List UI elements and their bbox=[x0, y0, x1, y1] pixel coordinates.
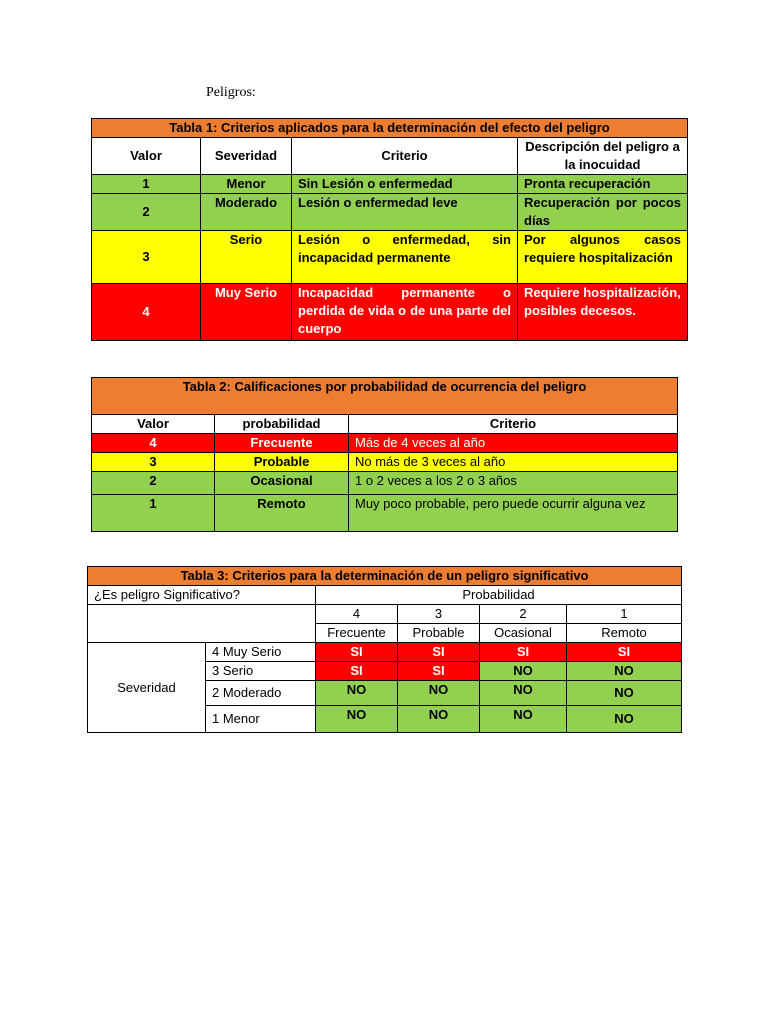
table2-cell-probabilidad: Probable bbox=[215, 453, 349, 472]
table1-cell-severidad: Menor bbox=[201, 175, 292, 194]
table1-header-criterio: Criterio bbox=[292, 138, 518, 175]
table2-cell-probabilidad: Ocasional bbox=[215, 472, 349, 495]
table-row bbox=[92, 495, 678, 532]
table1-cell-severidad: Muy Serio bbox=[201, 284, 292, 341]
table1-header-valor: Valor bbox=[92, 138, 201, 175]
table2-cell-criterio: Más de 4 veces al año bbox=[349, 434, 678, 453]
table3-title: Tabla 3: Criterios para la determinación de un peligro significativo bbox=[88, 567, 682, 586]
table3-cell: SI bbox=[398, 643, 480, 662]
table-row bbox=[92, 434, 678, 453]
table1-header-descripcion: Descripción del peligro a la inocuidad bbox=[518, 138, 688, 175]
table1-cell-descripcion: Por algunos casos requiere hospitalización bbox=[518, 231, 688, 284]
table-row bbox=[92, 231, 688, 284]
table-row bbox=[92, 453, 678, 472]
table2-cell-probabilidad: Remoto bbox=[215, 495, 349, 532]
table1-cell-severidad: Moderado bbox=[201, 194, 292, 231]
table3-cell: NO bbox=[480, 681, 567, 706]
table3-cell: SI bbox=[398, 662, 480, 681]
table1-cell-valor: 2 bbox=[92, 194, 201, 231]
table1-cell-descripcion: Recuperación por pocos días bbox=[518, 194, 688, 231]
table3-cell: NO bbox=[567, 662, 682, 681]
table3-prob-name: Probable bbox=[398, 624, 480, 643]
table2-cell-valor: 3 bbox=[92, 453, 215, 472]
table2-header-probabilidad: probabilidad bbox=[215, 415, 349, 434]
table2-cell-valor: 4 bbox=[92, 434, 215, 453]
table3-prob-name: Remoto bbox=[567, 624, 682, 643]
table1-title: Tabla 1: Criterios aplicados para la determinación del efecto del peligro bbox=[92, 119, 688, 138]
table-probability-criteria bbox=[91, 377, 678, 532]
table-row bbox=[92, 472, 678, 495]
table3-question: ¿Es peligro Significativo? bbox=[88, 586, 316, 605]
table3-prob-value: 1 bbox=[567, 605, 682, 624]
table1-header-severidad: Severidad bbox=[201, 138, 292, 175]
table3-cell: NO bbox=[316, 706, 398, 733]
table3-cell: NO bbox=[480, 706, 567, 733]
table-row bbox=[92, 175, 688, 194]
table3-cell: NO bbox=[398, 706, 480, 733]
table-row bbox=[88, 643, 682, 662]
table1-cell-criterio: Lesión o enfermedad leve bbox=[292, 194, 518, 231]
table3-row-label: 2 Moderado bbox=[206, 681, 316, 706]
table1-cell-valor: 4 bbox=[92, 284, 201, 341]
table3-cell: NO bbox=[480, 662, 567, 681]
table1-cell-criterio: Lesión o enfermedad, sin incapacidad permanente bbox=[292, 231, 518, 284]
table2-cell-criterio: 1 o 2 veces a los 2 o 3 años bbox=[349, 472, 678, 495]
section-heading: Peligros: bbox=[206, 85, 256, 100]
table3-prob-value: 3 bbox=[398, 605, 480, 624]
table3-prob-label: Probabilidad bbox=[316, 586, 682, 605]
table2-header-valor: Valor bbox=[92, 415, 215, 434]
table1-cell-descripcion: Requiere hospitalización, posibles decesos. bbox=[518, 284, 688, 341]
table2-cell-probabilidad: Frecuente bbox=[215, 434, 349, 453]
table3-prob-name: Ocasional bbox=[480, 624, 567, 643]
table2-cell-criterio: Muy poco probable, pero puede ocurrir alguna vez bbox=[349, 495, 678, 532]
table3-cell: NO bbox=[567, 706, 682, 733]
table3-cell: SI bbox=[567, 643, 682, 662]
table3-cell: NO bbox=[316, 681, 398, 706]
table1-cell-criterio: Incapacidad permanente o perdida de vida o de una parte del cuerpo bbox=[292, 284, 518, 341]
table2-header-criterio: Criterio bbox=[349, 415, 678, 434]
table1-cell-criterio: Sin Lesión o enfermedad bbox=[292, 175, 518, 194]
table2-cell-criterio: No más de 3 veces al año bbox=[349, 453, 678, 472]
table-row bbox=[92, 194, 688, 231]
table-significance-matrix bbox=[87, 566, 682, 733]
table3-prob-value: 4 bbox=[316, 605, 398, 624]
table3-cell: SI bbox=[480, 643, 567, 662]
table2-cell-valor: 1 bbox=[92, 495, 215, 532]
table3-cell: SI bbox=[316, 662, 398, 681]
table1-cell-valor: 3 bbox=[92, 231, 201, 284]
table3-empty-corner bbox=[88, 605, 316, 643]
table2-cell-valor: 2 bbox=[92, 472, 215, 495]
table3-sev-label: Severidad bbox=[88, 643, 206, 733]
table3-prob-name: Frecuente bbox=[316, 624, 398, 643]
table1-cell-descripcion: Pronta recuperación bbox=[518, 175, 688, 194]
table1-cell-severidad: Serio bbox=[201, 231, 292, 284]
table3-row-label: 4 Muy Serio bbox=[206, 643, 316, 662]
table3-row-label: 1 Menor bbox=[206, 706, 316, 733]
table3-prob-value: 2 bbox=[480, 605, 567, 624]
table3-cell: NO bbox=[567, 681, 682, 706]
table-row bbox=[92, 284, 688, 341]
table-effect-criteria bbox=[91, 118, 688, 341]
table3-cell: SI bbox=[316, 643, 398, 662]
table1-cell-valor: 1 bbox=[92, 175, 201, 194]
table3-row-label: 3 Serio bbox=[206, 662, 316, 681]
table2-title: Tabla 2: Calificaciones por probabilidad de ocurrencia del peligro bbox=[92, 378, 678, 415]
table3-cell: NO bbox=[398, 681, 480, 706]
